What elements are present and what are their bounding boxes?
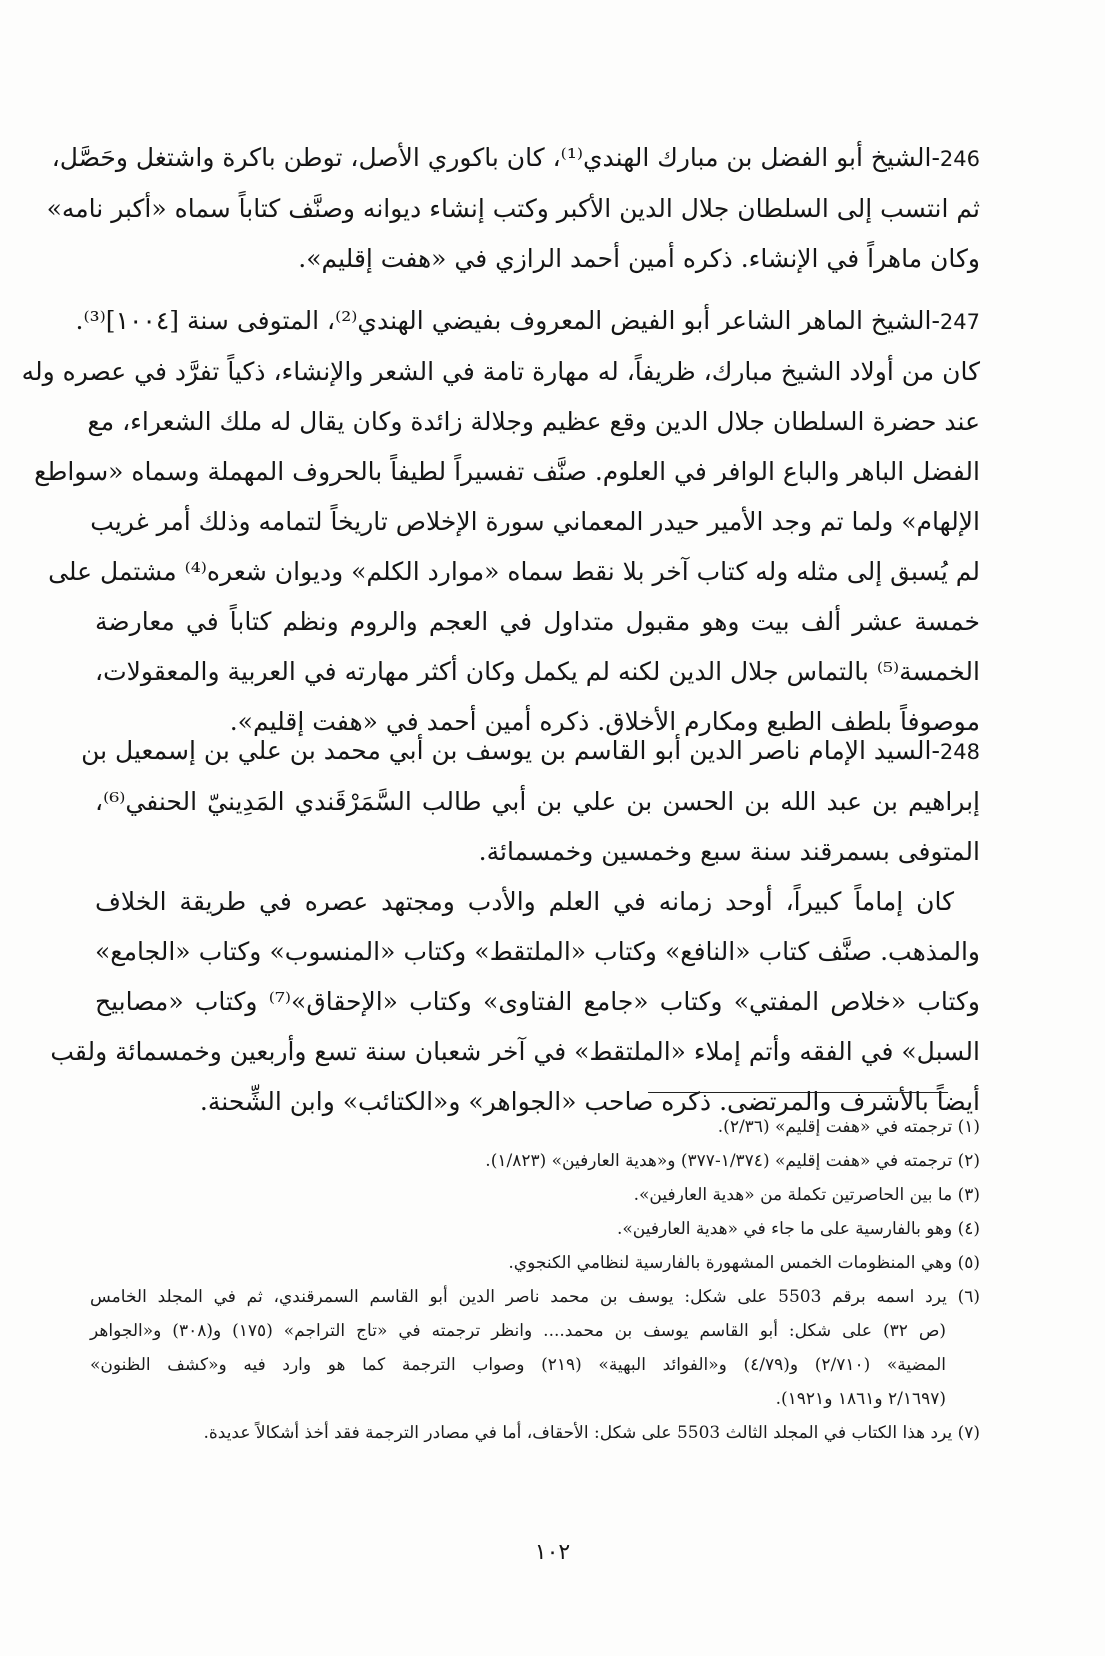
entry-248-line-1: 248-السيد الإمام ناصر الدين أبو القاسم بن يوسف بن أبي محمد بن علي بن إسمعيل بن — [81, 736, 980, 765]
footnote-6-line-1: (٦) يرد اسمه برقم 5503 على شكل: يوسف بن محمد ناصر الدين أبو القاسم السمرقندي، ثم في المجلد الخامس — [90, 1287, 981, 1307]
entry-247-line-9: موصوفاً بلطف الطبع ومكارم الأخلاق. ذكره أمين أحمد في «هفت إقليم». — [229, 707, 980, 736]
entry-248-line-8: أيضاً بالأشرف والمرتضى. ذكره صاحب «الجواهر» و«الكتائب» وابن الشِّحنة. — [199, 1087, 980, 1116]
footnote-5: (٥) وهي المنظومات الخمس المشهورة بالفارسية لنظامي الكنجوي. — [508, 1253, 980, 1273]
footnote-7: (٧) يرد هذا الكتاب في المجلد الثالث 5503 على شكل: الأحقاف، أما في مصادر الترجمة فقد أخذ أشكالاً عديدة. — [203, 1423, 980, 1443]
entry-247-line-8: الخمسة⁽⁵⁾ بالتماس جلال الدين لكنه لم يكمل وكان أكثر مهارته في العربية والمعقولات، — [95, 657, 980, 686]
footnotes — [90, 1110, 980, 1450]
page-number: ١٠٢ — [534, 1540, 571, 1565]
entry-246-line-2: ثم انتسب إلى السلطان جلال الدين الأكبر وكتب إنشاء ديوانه وصنَّف كتاباً سماه «أكبر نامه» — [46, 194, 980, 223]
footnote-3: (٣) ما بين الحاصرتين تكملة من «هدية العارفين». — [633, 1185, 980, 1205]
footnote-6-line-2: (ص ٣٢) على شكل: أبو القاسم يوسف بن محمد.... وانظر ترجمته في «تاج التراجم» (١٧٥) و(٣٠٨) و«الجواهر — [90, 1321, 947, 1341]
entry-number: 248 — [939, 740, 980, 764]
entry-248-line-3: المتوفى بسمرقند سنة سبع وخمسين وخمسمائة. — [478, 837, 980, 866]
entry-248-line-7: السبل» في الفقه وأتم إملاء «الملتقط» في آخر شعبان سنة تسع وأربعين وخمسمائة ولقب — [50, 1037, 980, 1066]
entry-247-line-2: كان من أولاد الشيخ مبارك، ظريفاً، له مهارة تامة في الشعر والإنشاء، ذكياً تفرَّد في عصره وله — [21, 357, 980, 386]
entry-248-line-2: إبراهيم بن عبد الله بن الحسن بن علي بن أبي طالب السَّمَرْقَندي المَدِينيّ الحنفي⁽⁶⁾، — [95, 787, 980, 816]
footnote-6-line-4: (٢/١٦٩٧ و١٨٦١ و١٩٢١). — [775, 1389, 946, 1409]
footnote-2: (٢) ترجمته في «هفت إقليم» (١/٣٧٤-٣٧٧) و«هدية العارفين» (١/٨٢٣). — [485, 1151, 980, 1171]
entry-247-line-4: الفضل الباهر والباع الوافر في العلوم. صنَّف تفسيراً لطيفاً بالحروف المهملة وسماه «سواطع — [34, 457, 980, 486]
entry-246-line-3: وكان ماهراً في الإنشاء. ذكره أمين أحمد الرازي في «هفت إقليم». — [298, 244, 980, 273]
entry-248-line-5: والمذهب. صنَّف كتاب «النافع» وكتاب «الملتقط» وكتاب «المنسوب» وكتاب «الجامع» — [95, 937, 980, 966]
entry-247-line-1: 247-الشيخ الماهر الشاعر أبو الفيض المعروف بفيضي الهندي⁽²⁾، المتوفى سنة [١٠٠٤]⁽³⁾. — [75, 306, 980, 335]
entry-number: 246 — [939, 147, 980, 171]
entry-246-line-1: 246-الشيخ أبو الفضل بن مبارك الهندي⁽¹⁾، كان باكوري الأصل، توطن باكرة واشتغل وحَصَّل، — [51, 143, 980, 172]
footnote-4: (٤) وهو بالفارسية على ما جاء في «هدية العارفين». — [616, 1219, 980, 1239]
biography-entry-248 — [50, 726, 981, 1127]
entry-247-line-3: عند حضرة السلطان جلال الدين وقع عظيم وجلالة زائدة وكان يقال له ملك الشعراء، مع — [87, 407, 980, 436]
entry-248-line-6: وكتاب «خلاص المفتي» وكتاب «جامع الفتاوى» وكتاب «الإحقاق»⁽⁷⁾ وكتاب «مصابيح — [95, 987, 981, 1016]
biography-entry-247 — [21, 296, 980, 747]
entry-248-line-4: كان إماماً كبيراً، أوحد زمانه في العلم والأدب ومجتهد عصره في طريقة الخلاف — [95, 887, 954, 916]
biography-entry-246 — [46, 133, 980, 284]
footnote-6-line-3: المضية» (٢/٧١٠) و(٤/٧٩) و«الفوائد البهية» (٢١٩) وصواب الترجمة كما هو وارد فيه و«كشف الظنون» — [90, 1355, 946, 1375]
entry-number: 247 — [939, 310, 980, 334]
footnote-1: (١) ترجمته في «هفت إقليم» (٢/٣٦). — [717, 1117, 980, 1137]
entry-247-line-7: خمسة عشر ألف بيت وهو مقبول متداول في العجم والروم ونظم كتاباً في معارضة — [95, 607, 980, 636]
entry-247-line-5: الإلهام» ولما تم وجد الأمير حيدر المعماني سورة الإخلاص تاريخاً لتمامه وذلك أمر غريب — [90, 507, 980, 536]
footnote-separator — [648, 1092, 948, 1093]
entry-247-line-6: لم يُسبق إلى مثله وله كتاب آخر بلا نقط سماه «موارد الكلم» وديوان شعره⁽⁴⁾ مشتمل على — [48, 557, 980, 586]
